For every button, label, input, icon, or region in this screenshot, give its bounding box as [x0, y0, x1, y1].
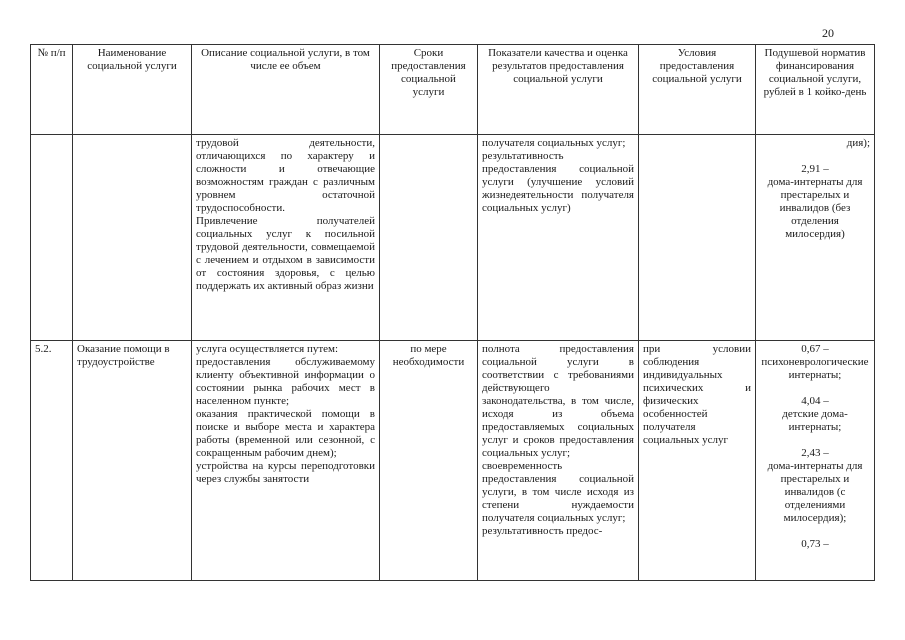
quality-paragraph: результативность предоставления социальной услуги (улучшение условий жизнедеятельности получателя социальных услуг)	[482, 150, 634, 214]
header-quality: Показатели качества и оценка результатов предоставления социальной услуги	[478, 45, 639, 135]
header-terms: Сроки предоставления социальной услуги	[380, 45, 478, 135]
norm-institution: дома-интернаты для престарелых и инвалидов (с отделениями милосердия);	[767, 460, 863, 524]
description-paragraph: оказания практической помощи в поиске и выборе места и характера работы (временной или сезонной, с сокращенным рабочим днем);	[196, 408, 375, 459]
header-norm: Подушевой норматив финансирования социальной услуги, рублей в 1 койко-день	[756, 45, 875, 135]
cell-service-name: Оказание помощи в трудоустройстве	[73, 341, 192, 581]
header-service-name: Наименование социальной услуги	[73, 45, 192, 135]
quality-paragraph: своевременность предоставления социальной услуги, в том числе исходя из степени нуждаемости получателя социальных услуг;	[482, 460, 634, 524]
cell-conditions: при условии соблюдения индивидуальных психических и физических особенностей получателя социальных услуг	[639, 341, 756, 581]
norm-institution: психоневрологические интернаты;	[761, 356, 869, 381]
norm-institution: дома-интернаты для престарелых и инвалидов (без отделения милосердия)	[767, 176, 863, 240]
norm-institution: детские дома-интернаты;	[782, 408, 848, 433]
table-row-5-2	[31, 341, 875, 581]
social-services-table	[30, 44, 875, 581]
description-paragraph: устройства на курсы переподготовки через службы занятости	[196, 460, 375, 485]
description-paragraph: предоставления обслуживаемому клиенту объективной информации о состоянии рынка рабочих мест в населенном пункте;	[196, 356, 375, 407]
table-row-continuation	[31, 135, 875, 341]
quality-paragraph: полнота предоставления социальной услуги в соответствии с требованиями действующего законодательства, в том числе, исходя из объема предоставляемых социальных услуг и сроков предоставления социальных услуг;	[482, 343, 634, 459]
norm-value: 4,04 –	[801, 395, 829, 407]
cell-quality	[478, 341, 639, 581]
norm-value: 2,43 –	[801, 447, 829, 459]
header-number: № п/п	[31, 45, 73, 135]
description-paragraph: Привлечение получателей социальных услуг к посильной трудовой деятельности, совмещаемой с лечением и отдыхом в зависимости от состояния здоровья, с целью поддержать их активный образ жизни	[196, 215, 375, 292]
cell-service-name	[73, 135, 192, 341]
cell-description	[192, 135, 380, 341]
norm-value: 2,91 –	[801, 163, 829, 175]
cell-norm	[756, 341, 875, 581]
norm-value: 0,73 –	[801, 538, 829, 550]
cell-norm	[756, 135, 875, 341]
header-description: Описание социальной услуги, в том числе ее объем	[192, 45, 380, 135]
table-header-row	[31, 45, 875, 135]
cell-terms	[380, 135, 478, 341]
quality-paragraph: получателя социальных услуг;	[482, 137, 626, 149]
cell-number: 5.2.	[31, 341, 73, 581]
cell-quality	[478, 135, 639, 341]
header-conditions: Условия предоставления социальной услуги	[639, 45, 756, 135]
norm-value: дия);	[846, 137, 870, 149]
page-number: 20	[822, 26, 834, 40]
description-paragraph: услуга осуществляется путем:	[196, 343, 339, 355]
description-paragraph: трудовой деятельности, отличающихся по характеру и сложности и отвечающие возможностям граждан с различным уровнем остаточной трудоспособности.	[196, 137, 375, 214]
cell-description	[192, 341, 380, 581]
quality-paragraph: результативность предос-	[482, 525, 603, 537]
cell-number	[31, 135, 73, 341]
cell-conditions	[639, 135, 756, 341]
norm-value: 0,67 –	[801, 343, 829, 355]
cell-terms: по мере необходимости	[380, 341, 478, 581]
